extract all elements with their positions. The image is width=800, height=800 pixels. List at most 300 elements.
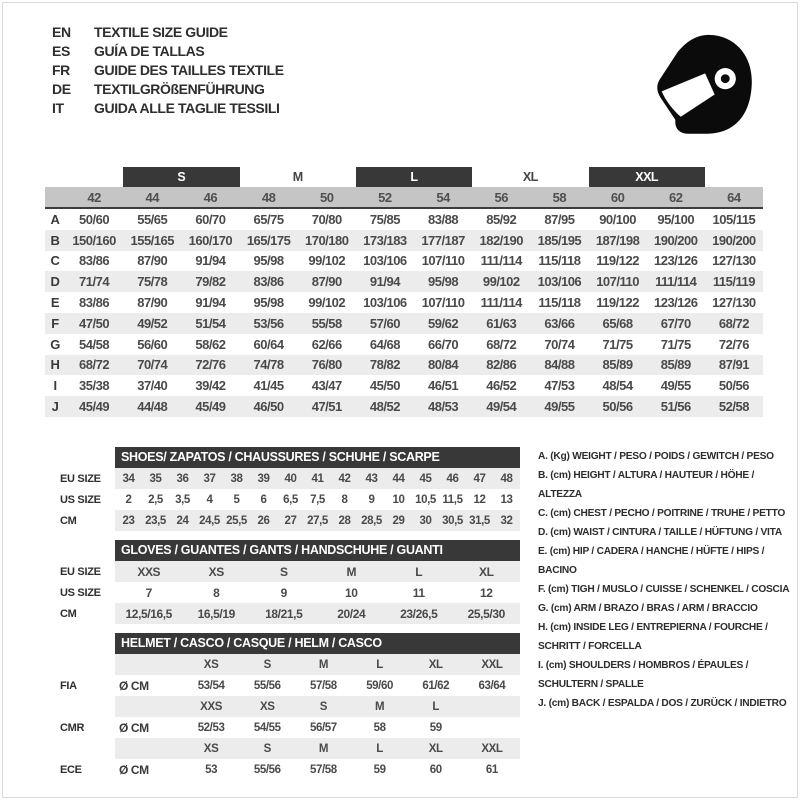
measure-row-F [45, 313, 763, 334]
size-value: 74/78 [253, 357, 284, 373]
size-value: 103/106 [363, 253, 407, 269]
measurement-legend [538, 447, 794, 713]
value-cell: 43 [365, 472, 378, 485]
value-cell: L [376, 658, 383, 671]
value-cell: S [263, 658, 271, 671]
eu-size: 52 [378, 189, 392, 205]
value-cell: 12 [473, 493, 486, 506]
value-cell: 20/24 [337, 606, 366, 621]
value-cell: 7 [145, 585, 152, 600]
size-value: 64/68 [369, 336, 400, 352]
size-value: 150/160 [72, 232, 116, 248]
eu-size-band [45, 187, 763, 209]
value-cell: 3,5 [175, 493, 190, 506]
value-cell: 59 [373, 763, 386, 776]
size-value: 85/92 [486, 211, 517, 227]
size-value: 70/74 [137, 357, 168, 373]
size-value: 60/70 [195, 211, 226, 227]
table-row [60, 582, 520, 603]
size-value: 83/86 [79, 253, 110, 269]
size-value: 65/68 [602, 315, 633, 331]
size-value: 52/58 [718, 399, 749, 415]
language-row [52, 79, 284, 98]
size-value: 111/114 [480, 295, 522, 311]
size-value: 49/54 [486, 399, 517, 415]
value-cell: M [374, 700, 385, 713]
value-cell: M [318, 742, 328, 755]
row-letter: I [53, 378, 57, 394]
legend-item: B. (cm) HEIGHT / ALTURA / HAUTEUR / HÖHE / ALTEZZA [538, 470, 755, 500]
table-row [60, 489, 520, 510]
value-cell: 63/64 [478, 679, 506, 692]
measure-row-D [45, 271, 763, 292]
size-value: 107/110 [596, 274, 639, 290]
gloves-table-title: GLOVES / GUANTES / GANTS / HANDSCHUHE / GUANTI [115, 540, 520, 561]
size-value: 45/49 [79, 399, 110, 415]
value-cell: 59/60 [366, 679, 393, 692]
shoes-table [60, 447, 520, 531]
size-group-XXL: XXL [589, 167, 705, 187]
measure-row-I [45, 375, 763, 396]
size-value: 75/78 [137, 274, 168, 290]
size-value: 49/55 [660, 378, 691, 394]
value-cell: 9 [280, 585, 287, 600]
language-code: DE [52, 80, 71, 97]
eu-size: 62 [669, 189, 683, 205]
helmet-table-title: HELMET / CASCO / CASQUE / HELM / CASCO [115, 633, 520, 654]
table-row [60, 759, 520, 780]
size-value: 155/165 [130, 232, 174, 248]
legend-item: F. (cm) TIGH / MUSLO / CUISSE / SCHENKEL / COSCIA [538, 584, 790, 595]
size-value: 87/90 [311, 274, 342, 290]
value-cell: 61/62 [422, 679, 450, 692]
size-value: 71/75 [660, 336, 691, 352]
value-cell: 2,5 [148, 493, 163, 506]
legend-item: C. (cm) CHEST / PECHO / POITRINE / TRUHE / PETTO [538, 508, 786, 519]
language-row [52, 98, 284, 117]
value-cell: 38 [230, 472, 243, 485]
size-value: 95/98 [253, 295, 284, 311]
guide-title: GUIDE DES TAILLES TEXTILE [94, 61, 284, 78]
row-label: CM [60, 514, 77, 527]
size-value: 41/45 [253, 378, 284, 394]
size-value: 51/56 [660, 399, 691, 415]
value-cell: 26 [257, 514, 270, 527]
value-cell: 44 [392, 472, 405, 485]
size-value: 49/55 [544, 399, 575, 415]
size-value: 67/70 [660, 315, 691, 331]
size-value: 71/75 [602, 336, 633, 352]
value-cell: 11 [412, 585, 425, 600]
standard-label [60, 738, 115, 759]
guide-title: TEXTILE SIZE GUIDE [94, 23, 228, 40]
row-letter: E [50, 295, 60, 311]
value-cell: 12,5/16,5 [125, 606, 172, 621]
value-cell: XL [478, 564, 494, 579]
value-cell: 24,5 [199, 514, 220, 527]
size-group-L: L [356, 167, 472, 187]
size-value: 83/88 [428, 211, 459, 227]
size-group-row [45, 167, 763, 187]
size-value: 82/86 [486, 357, 517, 373]
eu-size: 48 [261, 189, 276, 205]
row-letter: J [51, 399, 59, 415]
row-label: CM [60, 607, 77, 620]
value-cell: 6,5 [283, 493, 298, 506]
value-cell: 12 [479, 585, 493, 600]
size-value: 60/64 [253, 336, 284, 352]
value-cell: M [346, 564, 357, 579]
legend-item: A. (Kg) WEIGHT / PESO / POIDS / GEWITCH / PESO [538, 451, 774, 462]
size-value: 115/118 [538, 295, 581, 311]
measure-row-A [45, 209, 763, 230]
size-value: 66/70 [428, 336, 459, 352]
helmet-size-table [60, 633, 520, 780]
row-label: US SIZE [60, 586, 101, 599]
row-label: EU SIZE [60, 472, 101, 485]
value-cell: 8 [341, 493, 348, 506]
value-cell: 25,5 [226, 514, 247, 527]
value-cell: 45 [419, 472, 432, 485]
size-value: 51/54 [195, 315, 226, 331]
value-cell: 29 [392, 514, 405, 527]
value-cell: XS [259, 700, 275, 713]
table-row [60, 696, 520, 717]
size-value: 45/50 [369, 378, 400, 394]
size-value: 68/72 [718, 315, 749, 331]
size-value: 53/56 [253, 315, 284, 331]
row-label: US SIZE [60, 493, 101, 506]
table-row [60, 561, 520, 582]
size-value: 127/130 [712, 295, 756, 311]
size-value: 123/126 [653, 253, 698, 269]
value-cell: 57/58 [310, 679, 337, 692]
value-cell: S [279, 564, 288, 579]
size-value: 80/84 [428, 357, 459, 373]
size-value: 46/50 [253, 399, 284, 415]
gloves-table [60, 540, 520, 624]
value-cell: 39 [257, 472, 270, 485]
standard-label: FIA [60, 679, 77, 692]
value-cell: 30,5 [442, 514, 463, 527]
table-row [60, 675, 520, 696]
measure-row-C [45, 251, 763, 272]
size-group-XL: XL [522, 170, 538, 184]
size-group-S: S [123, 167, 239, 187]
size-value: 54/58 [79, 336, 110, 352]
size-value: 103/106 [363, 295, 407, 311]
size-value: 63/66 [544, 315, 575, 331]
size-value: 119/122 [596, 253, 639, 269]
size-value: 49/52 [137, 315, 168, 331]
size-value: 85/89 [602, 357, 633, 373]
size-value: 91/94 [195, 295, 226, 311]
size-value: 78/82 [369, 357, 400, 373]
size-value: 115/118 [538, 253, 581, 269]
size-value: 70/80 [311, 211, 342, 227]
row-letter: A [50, 211, 60, 227]
value-cell: XXS [200, 700, 222, 713]
row-letter: F [51, 315, 59, 331]
value-cell: 9 [368, 493, 375, 506]
value-cell: 56/57 [310, 721, 337, 734]
size-value: 43/47 [311, 378, 342, 394]
size-value: 83/86 [79, 295, 110, 311]
value-cell: 11,5 [442, 493, 463, 506]
size-value: 84/88 [544, 357, 575, 373]
size-value: 105/115 [712, 211, 756, 227]
size-value: 95/98 [428, 274, 459, 290]
size-value: 47/50 [79, 315, 110, 331]
size-value: 46/51 [428, 378, 459, 394]
diameter-unit: Ø CM [119, 678, 149, 693]
row-letter: D [50, 274, 60, 290]
value-cell: L [415, 564, 423, 579]
value-cell: 41 [311, 472, 324, 485]
size-value: 57/60 [369, 315, 400, 331]
table-row [60, 510, 520, 531]
textile-size-table [45, 167, 763, 417]
size-group-M: M [292, 170, 303, 184]
eu-size: 44 [145, 189, 159, 205]
eu-size: 54 [436, 189, 450, 205]
value-cell: M [318, 658, 328, 671]
eu-size: 64 [727, 189, 741, 205]
size-value: 87/90 [137, 253, 168, 269]
value-cell: 36 [176, 472, 189, 485]
size-value: 72/76 [718, 336, 749, 352]
value-cell: 13 [500, 493, 513, 506]
value-cell: 10 [392, 493, 405, 506]
size-value: 99/102 [482, 274, 520, 290]
size-value: 83/86 [253, 274, 284, 290]
value-cell: 60 [429, 763, 442, 776]
value-cell: XS [203, 742, 219, 755]
size-value: 46/52 [486, 378, 517, 394]
value-cell: 8 [213, 585, 220, 600]
value-cell: 32 [500, 514, 513, 527]
value-cell: XXS [137, 564, 161, 579]
value-cell: XS [208, 564, 224, 579]
diameter-unit: Ø CM [119, 720, 149, 735]
size-value: 107/110 [421, 253, 465, 269]
value-cell: 59 [429, 721, 442, 734]
size-value: 187/198 [595, 232, 640, 248]
size-value: 76/80 [311, 357, 342, 373]
standard-label [60, 654, 115, 675]
size-value: 91/94 [369, 274, 400, 290]
value-cell: 10,5 [415, 493, 436, 506]
size-value: 50/60 [79, 211, 110, 227]
size-value: 95/100 [657, 211, 695, 227]
size-value: 72/76 [195, 357, 226, 373]
shoes-table-title: SHOES/ ZAPATOS / CHAUSSURES / SCHUHE / SCARPE [115, 447, 520, 468]
size-value: 71/74 [79, 274, 110, 290]
size-value: 35/38 [79, 378, 110, 394]
helmet-icon [650, 28, 756, 142]
value-cell: 18/21,5 [265, 606, 303, 621]
size-value: 59/62 [428, 315, 459, 331]
value-cell: 58 [373, 721, 386, 734]
size-value: 119/122 [596, 295, 639, 311]
language-code: IT [52, 99, 64, 116]
row-letter: C [50, 253, 60, 269]
value-cell: 23/26,5 [400, 606, 438, 621]
value-cell: S [319, 700, 328, 713]
value-cell: XL [428, 658, 443, 671]
value-cell: 31,5 [469, 514, 490, 527]
eu-size: 60 [610, 189, 625, 205]
value-cell: 47 [473, 472, 486, 485]
value-cell: XL [428, 742, 443, 755]
size-value: 65/75 [253, 211, 284, 227]
size-value: 165/175 [246, 232, 291, 248]
value-cell: 5 [233, 493, 240, 506]
value-cell: 27,5 [307, 514, 328, 527]
value-cell: 55/56 [253, 763, 281, 776]
measure-row-E [45, 292, 763, 313]
size-value: 55/65 [137, 211, 168, 227]
row-letter: B [50, 232, 60, 248]
value-cell: 4 [206, 493, 213, 506]
value-cell: 30 [419, 514, 432, 527]
size-value: 95/98 [253, 253, 284, 269]
size-value: 190/200 [712, 232, 756, 248]
value-cell: 25,5/30 [467, 606, 505, 621]
size-value: 173/183 [363, 232, 407, 248]
eu-size: 56 [494, 189, 508, 205]
size-value: 55/58 [311, 315, 342, 331]
size-value: 68/72 [79, 357, 110, 373]
size-value: 99/102 [308, 253, 346, 269]
legend-item: D. (cm) WAIST / CINTURA / TAILLE / HÜFTUNG / VITA [538, 527, 782, 538]
value-cell: 7,5 [310, 493, 325, 506]
size-value: 182/190 [479, 232, 523, 248]
value-cell: 46 [446, 472, 459, 485]
size-value: 58/62 [195, 336, 226, 352]
row-letter: H [50, 357, 60, 373]
size-value: 87/91 [718, 357, 749, 373]
eu-size: 46 [203, 189, 218, 205]
value-cell: 61 [485, 763, 498, 776]
size-value: 87/90 [137, 295, 168, 311]
value-cell: 37 [203, 472, 216, 485]
legend-item: E. (cm) HIP / CADERA / HANCHE / HÜFTE / HIPS / BACINO [538, 546, 765, 576]
language-row [52, 41, 284, 60]
standard-label [60, 696, 115, 717]
size-value: 127/130 [712, 253, 756, 269]
size-value: 79/82 [195, 274, 226, 290]
table-row [60, 717, 520, 738]
size-value: 47/51 [311, 399, 342, 415]
legend-item: I. (cm) SHOULDERS / HOMBROS / ÉPAULES / SCHULTERN / SPALLE [538, 660, 749, 690]
size-value: 85/89 [660, 357, 691, 373]
size-value: 44/48 [137, 399, 168, 415]
size-value: 61/63 [486, 315, 517, 331]
legend-item: J. (cm) BACK / ESPALDA / DOS / ZURÜCK / INDIETRO [538, 698, 787, 709]
value-cell: 28 [338, 514, 351, 527]
standard-label: ECE [60, 763, 82, 776]
size-value: 47/53 [544, 378, 575, 394]
size-value: 111/114 [480, 253, 522, 269]
value-cell: 23 [122, 514, 135, 527]
value-cell: 24 [176, 514, 189, 527]
size-value: 190/200 [653, 232, 698, 248]
size-value: 160/170 [188, 232, 233, 248]
value-cell: S [263, 742, 271, 755]
language-list [52, 22, 284, 117]
value-cell: 35 [149, 472, 162, 485]
value-cell: 2 [125, 493, 132, 506]
measure-row-H [45, 355, 763, 376]
size-value: 48/52 [369, 399, 400, 415]
guide-title: GUIDA ALLE TAGLIE TESSILI [94, 99, 280, 116]
value-cell: 52/53 [197, 721, 225, 734]
value-cell: 54/55 [253, 721, 281, 734]
legend-item: G. (cm) ARM / BRAZO / BRAS / ARM / BRACCIO [538, 603, 758, 614]
size-value: 45/49 [195, 399, 226, 415]
value-cell: 53/54 [197, 679, 225, 692]
value-cell: XS [203, 658, 219, 671]
size-value: 123/126 [653, 295, 698, 311]
value-cell: 55/56 [253, 679, 281, 692]
value-cell: 53 [205, 763, 218, 776]
row-letter: G [50, 336, 60, 352]
size-value: 185/195 [537, 232, 582, 248]
size-value: 56/60 [137, 336, 168, 352]
guide-title: TEXTILGRÖßENFÜHRUNG [94, 80, 265, 97]
size-value: 103/106 [537, 274, 582, 290]
value-cell: 10 [344, 585, 358, 600]
value-cell: 16,5/19 [197, 606, 235, 621]
language-code: EN [52, 23, 71, 40]
size-value: 48/53 [428, 399, 459, 415]
size-value: 90/100 [599, 211, 636, 227]
value-cell: 34 [122, 472, 135, 485]
standard-label: CMR [60, 721, 85, 734]
size-value: 68/72 [486, 336, 517, 352]
diameter-unit: Ø CM [119, 762, 149, 777]
language-code: ES [52, 42, 70, 59]
guide-title: GUÍA DE TALLAS [94, 42, 205, 59]
size-value: 87/95 [544, 211, 575, 227]
size-value: 75/85 [369, 211, 400, 227]
value-cell: 28,5 [361, 514, 382, 527]
value-cell: 48 [500, 472, 513, 485]
size-value: 115/119 [712, 274, 755, 290]
size-value: 62/66 [311, 336, 342, 352]
language-row [52, 22, 284, 41]
size-value: 177/187 [421, 232, 465, 248]
size-value: 50/56 [602, 399, 633, 415]
table-row [60, 603, 520, 624]
size-value: 48/54 [602, 378, 633, 394]
measure-row-G [45, 334, 763, 355]
row-label: EU SIZE [60, 565, 101, 578]
size-value: 37/40 [137, 378, 168, 394]
size-value: 39/42 [195, 378, 226, 394]
table-row [60, 654, 520, 675]
value-cell: L [432, 700, 440, 713]
size-value: 111/114 [655, 274, 697, 290]
size-value: 50/56 [718, 378, 749, 394]
legend-item: H. (cm) INSIDE LEG / ENTREPIERNA / FOURCHE / SCHRITT / FORCELLA [538, 622, 768, 652]
size-value: 99/102 [308, 295, 346, 311]
table-row [60, 468, 520, 489]
language-row [52, 60, 284, 79]
value-cell: 23,5 [145, 514, 166, 527]
size-value: 107/110 [421, 295, 465, 311]
